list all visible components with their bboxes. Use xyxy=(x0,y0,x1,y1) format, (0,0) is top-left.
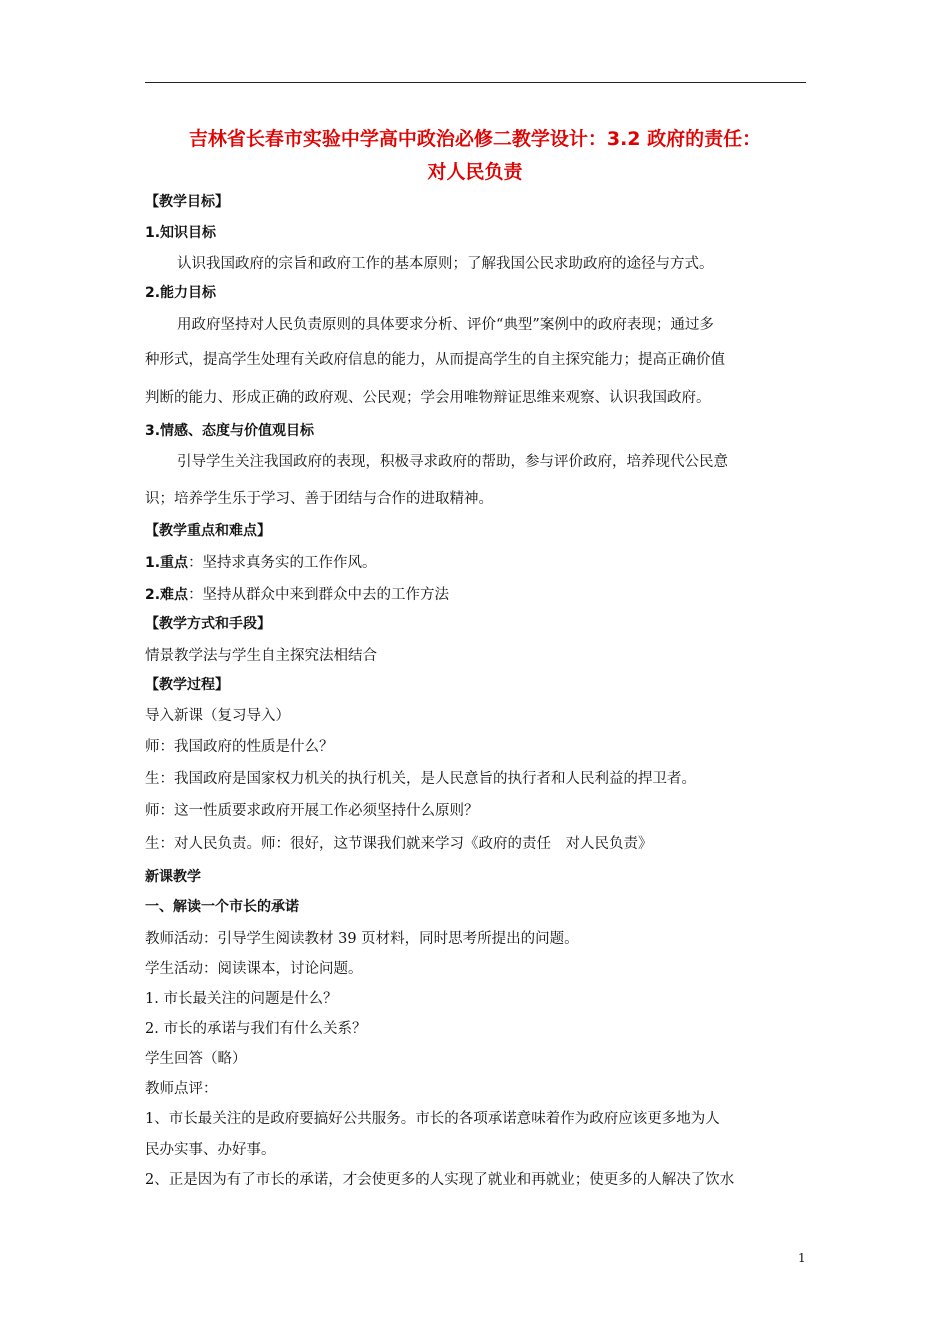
key-point-2 xyxy=(145,583,449,604)
question-2: 2. 市长的承诺与我们有什么关系？ xyxy=(145,1021,367,1037)
process-line: 师：我国政府的性质是什么？ xyxy=(145,739,334,755)
key-point-1 xyxy=(145,551,377,572)
process-line: 学生回答（略） xyxy=(145,1051,247,1067)
goal1-text: 认识我国政府的宗旨和政府工作的基本原则；了解我国公民求助政府的途径与方式。 xyxy=(177,256,714,272)
subheading-new-lesson: 新课教学 xyxy=(145,869,201,885)
goal2-line3: 判断的能力、形成正确的政府观、公民观；学会用唯物辩证思维来观察、认识我国政府。 xyxy=(145,390,711,406)
goal2-line1: 用政府坚持对人民负责原则的具体要求分析、评价“典型”案例中的政府表现；通过多 xyxy=(177,317,714,333)
header-rule xyxy=(145,82,806,83)
goal3-heading: 3.情感、态度与价值观目标 xyxy=(145,423,315,439)
comment-1-line1: 1、市长最关注的是政府要搞好公共服务。市长的各项承诺意味着作为政府应该更多地为人 xyxy=(145,1111,720,1127)
goal3-line1: 引导学生关注我国政府的表现，积极寻求政府的帮助，参与评价政府，培养现代公民意 xyxy=(177,454,728,470)
goal3-line2: 识；培养学生乐于学习、善于团结与合作的进取精神。 xyxy=(145,491,493,507)
section-heading-process: 【教学过程】 xyxy=(145,677,229,693)
key-point-2-label: 2.难点 xyxy=(145,587,189,603)
process-line: 学生活动：阅读课本，讨论问题。 xyxy=(145,961,363,977)
process-line: 生：我国政府是国家权力机关的执行机关，是人民意旨的执行者和人民利益的捍卫者。 xyxy=(145,771,696,787)
process-line: 导入新课（复习导入） xyxy=(145,708,290,724)
goal2-line2: 种形式，提高学生处理有关政府信息的能力，从而提高学生的自主探究能力；提高正确价值 xyxy=(145,352,725,368)
question-1: 1. 市长最关注的问题是什么？ xyxy=(145,991,338,1007)
process-line: 师：这一性质要求政府开展工作必须坚持什么原则？ xyxy=(145,803,479,819)
goal1-heading: 1.知识目标 xyxy=(145,225,217,241)
key-point-1-text: ：坚持求真务实的工作作风。 xyxy=(188,555,377,571)
comment-2-line1: 2、正是因为有了市长的承诺，才会使更多的人实现了就业和再就业；使更多的人解决了饮水 xyxy=(145,1172,735,1188)
comment-1-line2: 民办实事、办好事。 xyxy=(145,1142,276,1158)
page-number: 1 xyxy=(798,1251,806,1265)
subheading-part-one: 一、解读一个市长的承诺 xyxy=(145,899,299,915)
method-text: 情景教学法与学生自主探究法相结合 xyxy=(145,648,377,664)
section-heading-method: 【教学方式和手段】 xyxy=(145,616,271,632)
process-line: 教师活动：引导学生阅读教材 39 页材料，同时思考所提出的问题。 xyxy=(145,931,579,947)
process-line: 生：对人民负责。师：很好，这节课我们就来学习《政府的责任 对人民负责》 xyxy=(145,836,653,852)
process-line: 教师点评： xyxy=(145,1081,218,1097)
section-heading-key-points: 【教学重点和难点】 xyxy=(145,523,271,539)
section-heading-goals: 【教学目标】 xyxy=(145,194,229,210)
goal2-heading: 2.能力目标 xyxy=(145,285,217,301)
document-title-line1: 吉林省长春市实验中学高中政治必修二教学设计：3.2 政府的责任： xyxy=(188,128,762,150)
key-point-2-text: ：坚持从群众中来到群众中去的工作方法 xyxy=(188,587,450,603)
document-title-line2: 对人民负责 xyxy=(427,161,523,183)
key-point-1-label: 1.重点 xyxy=(145,555,189,571)
